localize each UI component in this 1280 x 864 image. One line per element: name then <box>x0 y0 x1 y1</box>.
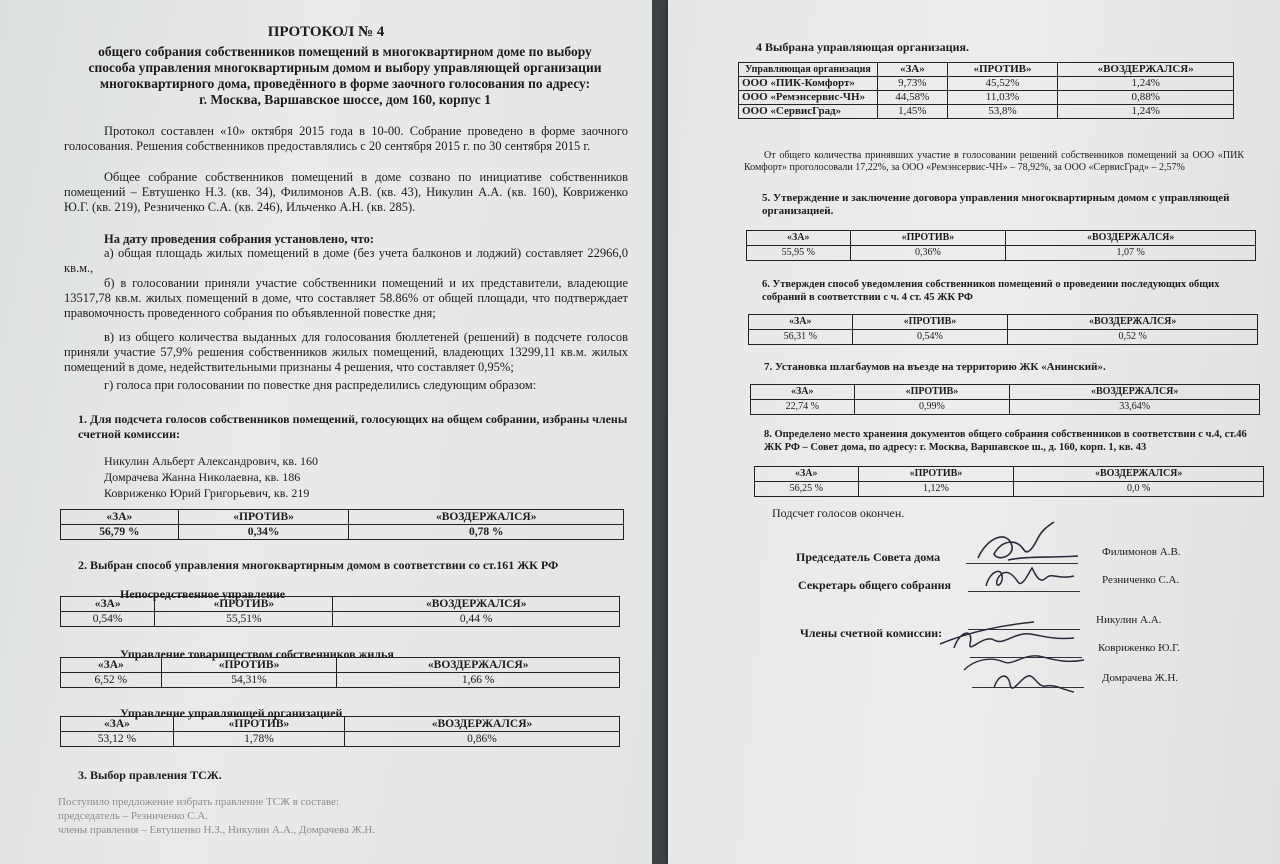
value-za: 53,12 % <box>61 732 174 747</box>
value-protiv: 53,8% <box>947 105 1058 119</box>
q1-heading: 1. Для подсчета голосов собственников помещений, голосующих на общем собрании, избраны члены счетной комиссии: <box>78 412 628 441</box>
q7-heading: 7. Установка шлагбаумов на въезде на территорию ЖК «Анинский». <box>764 361 1106 373</box>
table-row <box>739 105 1234 119</box>
header-protiv: «ПРОТИВ» <box>854 385 1010 400</box>
table-row <box>739 77 1234 91</box>
header-protiv: «ПРОТИВ» <box>178 510 349 525</box>
q4-heading: 4 Выбрана управляющая организация. <box>756 40 969 54</box>
commission-label: Члены счетной комиссии: <box>800 626 943 640</box>
q5-votes-table <box>746 230 1256 261</box>
header-za: «ЗА» <box>61 510 179 525</box>
q2-sub2: Управление товариществом собственников жилья <box>120 647 394 661</box>
subtitle-line: г. Москва, Варшавское шоссе, дом 160, корпус 1 <box>199 92 491 107</box>
q1-votes-table <box>60 509 624 540</box>
ballots-paragraph: в) из общего количества выданных для голосования бюллетеней (решений) в подсчете голосов приняли участие 57,9% решения собственников жилых помещений, владеющих 13299,11 кв.м. жилых помещений в доме, недействительными признаны 4 решения, что составляет 0,95%; <box>64 330 628 374</box>
value-za: 6,52 % <box>61 673 162 688</box>
value-protiv: 1,12% <box>858 482 1014 497</box>
header-za: «ЗА» <box>61 717 174 732</box>
value-protiv: 1,78% <box>173 732 344 747</box>
value-vozd: 1,07 % <box>1006 246 1256 261</box>
org-name: ООО «СервисГрад» <box>739 105 878 119</box>
management-company-table <box>738 62 1234 119</box>
commission-member: Ковриженко Юрий Григорьевич, кв. 219 <box>104 486 310 500</box>
value-za: 44,58% <box>878 91 948 105</box>
q6-votes-table <box>748 314 1258 345</box>
commission-member-3: Домрачева Ж.Н. <box>1102 672 1179 684</box>
header-za: «ЗА» <box>751 385 855 400</box>
header-vozd: «ВОЗДЕРЖАЛСЯ» <box>1058 63 1234 77</box>
value-vozd: 1,24% <box>1058 77 1234 91</box>
value-vozd: 0,52 % <box>1008 330 1258 345</box>
value-vozd: 0,86% <box>344 732 619 747</box>
header-protiv: «ПРОТИВ» <box>858 467 1014 482</box>
commission-member-2: Ковриженко Ю.Г. <box>1098 642 1181 654</box>
q8-heading: 8. Определено место хранения документов общего собрания собственников в соответствии с ч.4, ст.46 ЖК РФ – Совет дома, по адресу: г. Москва, Варшавское ш., д. 160, корп. 1, кв. 43 <box>764 429 1247 453</box>
value-protiv: 45,52% <box>947 77 1058 91</box>
value-protiv: 11,03% <box>947 91 1058 105</box>
header-protiv: «ПРОТИВ» <box>850 231 1006 246</box>
q4-note: От общего количества принявших участие в голосовании решений собственников помещений за ООО «ПИК Комфорт» проголосовали 17,22%, за ООО «Ремэнсервис-ЧН» – 78,92%, за ООО «СервисГрад» – 2,57% <box>744 150 1244 173</box>
participation-paragraph: б) в голосовании приняли участие собственники помещений и их представители, владеющие 13517,78 кв.м. жилых помещений в доме, что составляет 58.86% от общей площади, что подтверждает правомочность проведенного собрания по объявленной повестке дня; <box>64 276 628 320</box>
subtitle-line: многоквартирного дома, проведённого в форме заочного голосования по адресу: <box>99 76 591 91</box>
header-za: «ЗА» <box>61 597 155 612</box>
q2-heading: 2. Выбран способ управления многоквартирным домом в соответствии со ст.161 ЖК РФ <box>78 558 559 572</box>
value-za: 1,45% <box>878 105 948 119</box>
q2-sub3: Управление управляющей организацией <box>120 706 343 720</box>
subtitle-line: способа управления многоквартирным домом и выбору управляющей организации <box>88 60 602 75</box>
intro-paragraph-1: Протокол составлен «10» октября 2015 года в 10-00. Собрание проведено в форме заочного голосования. Решения собственников предоставлялись с 20 сентября 2015 г. по 30 сентября 2015 г. <box>64 124 628 153</box>
chair-name: Филимонов А.В. <box>1102 546 1181 558</box>
protocol-subtitle <box>60 44 630 108</box>
header-za: «ЗА» <box>747 231 851 246</box>
value-za: 55,95 % <box>747 246 851 261</box>
header-protiv: «ПРОТИВ» <box>947 63 1058 77</box>
intro-paragraph-2: Общее собрание собственников помещений в доме созвано по инициативе собственников помещений – Евтушенко Н.З. (кв. 34), Филимонов А.В. (кв. 43), Никулин А.А. (кв. 160), Ковриженко Ю.Г. (кв. 219), Резниченко С.А. (кв. 246), Ильченко А.Н. (кв. 285). <box>64 170 628 214</box>
secretary-label: Секретарь общего собрания <box>798 578 952 592</box>
q3-text-1: Поступило предложение избрать правление ТСЖ в составе: <box>58 796 340 808</box>
commission-member: Никулин Альберт Александрович, кв. 160 <box>104 454 318 468</box>
value-za: 9,73% <box>878 77 948 91</box>
header-za: «ЗА» <box>61 658 162 673</box>
q6-heading: 6. Утвержден способ уведомления собственников помещений о проведении последующих общих собраний в соответствии с ч. 4 ст. 45 ЖК РФ <box>762 279 1220 303</box>
q7-votes-table <box>750 384 1260 415</box>
q2-votes-table-2 <box>60 657 620 688</box>
secretary-name: Резниченко С.А. <box>1102 574 1180 586</box>
commission-signatures-icon <box>934 604 1104 714</box>
chair-label: Председатель Совета дома <box>796 550 941 564</box>
header-vozd: «ВОЗДЕРЖАЛСЯ» <box>1008 315 1258 330</box>
value-protiv: 0,99% <box>854 400 1010 415</box>
q2-sub1: Непосредственное управление <box>120 587 286 601</box>
value-vozd: 0,44 % <box>333 612 620 627</box>
q5-heading: 5. Утверждение и заключение договора управления многоквартирным домом с управляющей организацией. <box>762 192 1230 217</box>
header-za: «ЗА» <box>878 63 948 77</box>
value-protiv: 0,34% <box>178 525 349 540</box>
q3-text-2: председатель – Резниченко С.А. <box>58 810 209 822</box>
value-protiv: 54,31% <box>161 673 337 688</box>
established-heading: На дату проведения собрания установлено, что: <box>104 232 375 246</box>
table-row <box>739 91 1234 105</box>
header-protiv: «ПРОТИВ» <box>173 717 344 732</box>
value-za: 56,31 % <box>749 330 853 345</box>
header-protiv: «ПРОТИВ» <box>852 315 1008 330</box>
votes-distribution-line: г) голоса при голосовании по повестке дня распределились следующим образом: <box>104 378 537 392</box>
header-protiv: «ПРОТИВ» <box>155 597 333 612</box>
commission-member: Домрачева Жанна Николаевна, кв. 186 <box>104 470 301 484</box>
org-name: ООО «ПИК-Комфорт» <box>739 77 878 91</box>
header-vozd: «ВОЗДЕРЖАЛСЯ» <box>349 510 624 525</box>
commission-member-1: Никулин А.А. <box>1096 614 1162 626</box>
value-za: 22,74 % <box>751 400 855 415</box>
page-gap <box>652 0 668 864</box>
subtitle-line: общего собрания собственников помещений в многоквартирном доме по выбору <box>98 44 592 59</box>
value-protiv: 0,36% <box>850 246 1006 261</box>
secretary-signature-icon <box>974 556 1084 596</box>
value-za: 56,79 % <box>61 525 179 540</box>
header-za: «ЗА» <box>755 467 859 482</box>
value-protiv: 55,51% <box>155 612 333 627</box>
header-vozd: «ВОЗДЕРЖАЛСЯ» <box>1010 385 1260 400</box>
area-paragraph: а) общая площадь жилых помещений в доме (без учета балконов и лоджий) составляет 22966,0 кв.м., <box>64 246 628 275</box>
protocol-title: ПРОТОКОЛ № 4 <box>267 24 385 40</box>
header-org: Управляющая организация <box>739 63 878 77</box>
q3-heading: 3. Выбор правления ТСЖ. <box>78 768 222 782</box>
closing-line: Подсчет голосов окончен. <box>772 506 905 520</box>
value-za: 0,54% <box>61 612 155 627</box>
right-page <box>668 0 1280 864</box>
header-za: «ЗА» <box>749 315 853 330</box>
value-protiv: 0,54% <box>852 330 1008 345</box>
value-vozd: 0,88% <box>1058 91 1234 105</box>
value-vozd: 33,64% <box>1010 400 1260 415</box>
q2-votes-table-1 <box>60 596 620 627</box>
header-vozd: «ВОЗДЕРЖАЛСЯ» <box>1006 231 1256 246</box>
value-vozd: 0,0 % <box>1014 482 1264 497</box>
value-vozd: 1,24% <box>1058 105 1234 119</box>
q3-text-3: члены правления – Евтушенко Н.З., Никулин А.А., Домрачева Ж.Н. <box>58 824 376 836</box>
header-vozd: «ВОЗДЕРЖАЛСЯ» <box>1014 467 1264 482</box>
value-za: 56,25 % <box>755 482 859 497</box>
q8-votes-table <box>754 466 1264 497</box>
q2-votes-table-3 <box>60 716 620 747</box>
header-vozd: «ВОЗДЕРЖАЛСЯ» <box>337 658 620 673</box>
header-vozd: «ВОЗДЕРЖАЛСЯ» <box>333 597 620 612</box>
org-name: ООО «Ремэнсервис-ЧН» <box>739 91 878 105</box>
header-vozd: «ВОЗДЕРЖАЛСЯ» <box>344 717 619 732</box>
value-vozd: 0,78 % <box>349 525 624 540</box>
value-vozd: 1,66 % <box>337 673 620 688</box>
header-protiv: «ПРОТИВ» <box>161 658 337 673</box>
